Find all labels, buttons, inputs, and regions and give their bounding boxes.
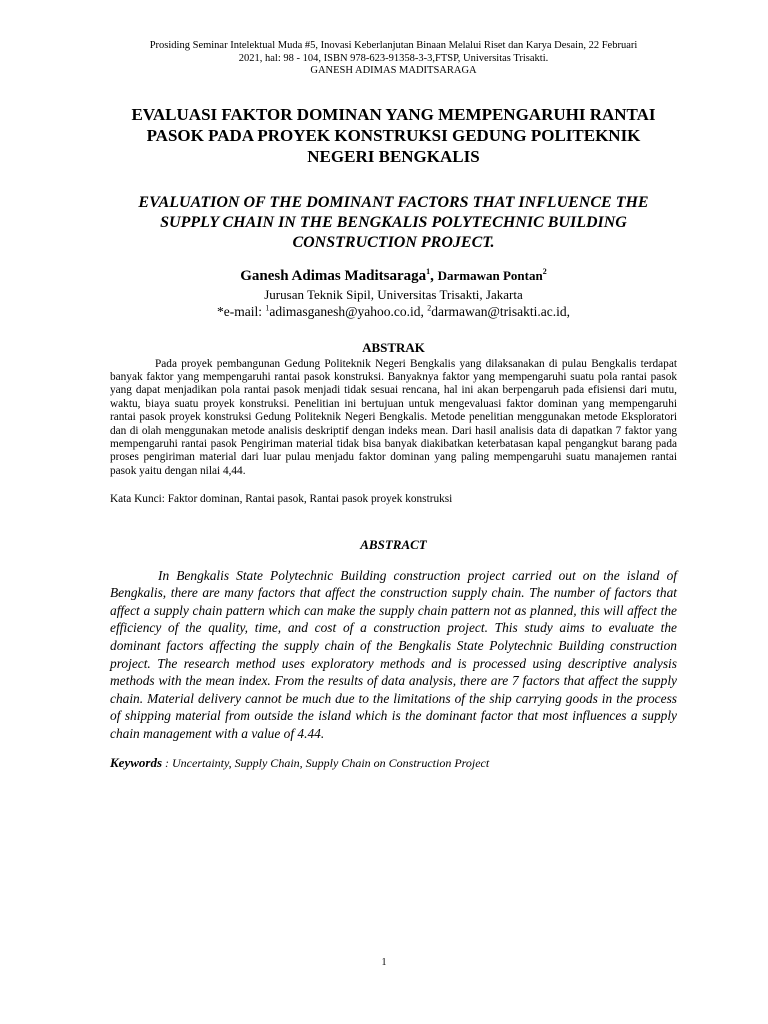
keywords-line [110,755,677,771]
email-mark-1: 1 [265,303,270,312]
proceedings-header [100,40,687,78]
proceedings-header-line-2: 2021, hal: 98 - 104, ISBN 978-623-91358-3-3,FTSP, Universitas Trisakti. [238,52,549,64]
kata-kunci: Kata Kunci: Faktor dominan, Rantai pasok, Rantai pasok proyek konstruksi [110,493,453,506]
title-english: EVALUATION OF THE DOMINANT FACTORS THAT INFLUENCE THE SUPPLY CHAIN IN THE BENGKALIS POLYTECHNIC BUILDING CONSTRUCTION PROJECT. [138,193,649,251]
abstract-body: In Bengkalis State Polytechnic Building construction project carried out on the island of Bengkalis, there are many factors that affect the construction supply chain. The number of factors that affect a supply chain pattern which can make the supply chain pattern not as planned, this will affect the efficiency of the quality, time, and cost of a construction project. This study aims to evaluate the dominant factors affecting the supply chain of the Bengkalis State Polytechnic Building construction project. The research method uses exploratory methods and is processed using descriptive analysis methods with the mean index. From the results of data analysis, there are 7 factors that affect the supply chain. Material delivery cannot be much due to the limitations of the ship carrying goods in the process of shipping material from outside the island which is the dominant factor that most influences a supply chain management with a value of 4.44. [110,567,677,741]
email-address-1: adimasganesh@yahoo.co.id, [269,303,428,319]
author-line [110,267,677,285]
email-line [110,304,677,320]
keywords-label: Keywords [110,754,162,770]
title-indonesian: EVALUASI FAKTOR DOMINAN YANG MEMPENGARUHI RANTAI PASOK PADA PROYEK KONSTRUKSI GEDUNG POLITEKNIK NEGERI BENGKALIS [131,104,656,166]
abstract-heading: ABSTRACT [360,536,427,552]
paper-page [110,40,677,771]
email-prefix: *e-mail: [216,303,266,319]
email-mark-2: 2 [427,303,432,312]
author-first: Ganesh Adimas Maditsaraga [240,267,427,284]
author-second-affiliation-mark: 2 [542,266,547,276]
proceedings-header-line-1: Prosiding Seminar Intelektual Muda #5, Inovasi Keberlanjutan Binaan Melalui Riset dan Karya Desain, 22 Februari [149,40,638,51]
page-number: 1 [381,957,387,968]
email-address-2: darmawan@trisakti.ac.id, [431,303,571,319]
author-second: Darmawan Pontan [437,267,543,283]
keywords-list: : Uncertainty, Supply Chain, Supply Chain on Construction Project [162,755,490,770]
author-first-affiliation-mark: 1 [426,266,431,276]
abstrak-heading: ABSTRAK [362,339,425,355]
affiliation: Jurusan Teknik Sipil, Universitas Trisakti, Jakarta [264,286,523,302]
abstrak-body: Pada proyek pembangunan Gedung Politeknik Negeri Bengkalis yang dilaksanakan di pulau Bengkalis terdapat banyak faktor yang mempengaruhi rantai pasok konstruksi. Banyaknya faktor yang mempengaruhi suatu pola rantai pasok yang dapat menjadikan pola rantai pasok menjadi tidak sesuai rencana, hal ini akan berpengaruh pada efisiensi dari mutu, waktu, biaya suatu proyek konstruksi. Penelitian ini bertujuan untuk mengevaluasi faktor dominan yang mempengaruhi rantai pasok proyek konstruksi Gedung Politeknik Negeri Bengkalis. Metode penelitian menggunakan metode Eksploratori dan di olah menggunakan metode analisis deskriptif dengan indeks mean. Dari hasil analisis data di dapatkan 7 faktor yang mempengaruhi rantai pasok Pengiriman material tidak bisa banyak diakibatkan keterbatasan kapal pengangkut barang pada proses pengiriman material dari luar pulau menjadu faktor dominan yang paling mempengaruhi suatu manajemen rantai pasok yaitu dengan nilai 4,44. [110,357,677,477]
author-separator: , [430,267,438,284]
proceedings-header-line-3: GANESH ADIMAS MADITSARAGA [310,65,477,76]
